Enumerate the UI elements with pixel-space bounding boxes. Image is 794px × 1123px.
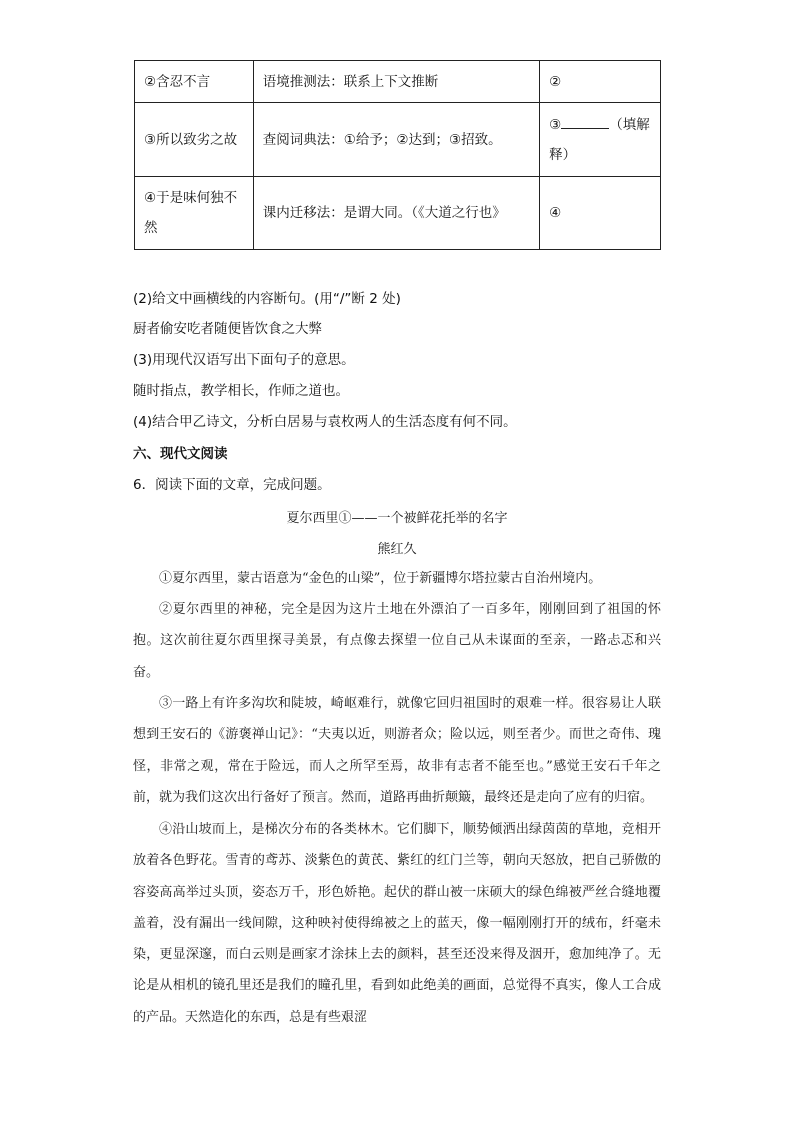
question-6: 6．阅读下面的文章，完成问题。 — [133, 477, 331, 493]
article-paragraph-2: ②夏尔西里的神秘，完全是因为这片土地在外漂泊了一百多年，刚刚回到了祖国的怀抱。这次前往夏尔西里探寻美景，有点像去探望一位自己从未谋面的至亲，一路忐忑和兴奋。 — [133, 602, 661, 680]
answer-suffix: （填解释） — [549, 116, 650, 163]
table-cell-method: 课内迁移法：是谓大同。（《大道之行也》 — [253, 177, 539, 250]
table-cell-answer: ② — [540, 61, 661, 103]
article-title: 夏尔西里①——一个被鲜花托举的名字 — [286, 511, 508, 526]
article-paragraph-1: ①夏尔西里，蒙古语意为“金色的山梁”，位于新疆博尔塔拉蒙古自治州境内。 — [159, 571, 602, 586]
table-row — [135, 103, 661, 177]
table-row — [135, 177, 661, 250]
table-cell-answer — [540, 103, 661, 177]
word-method-table — [134, 60, 661, 250]
article-author: 熊红久 — [377, 542, 417, 557]
answer-prefix: ③ — [549, 116, 562, 133]
table-cell-word: ③所以致劣之故 — [135, 103, 254, 177]
table-cell-word: ②含忍不言 — [135, 61, 254, 103]
table-row — [135, 61, 661, 103]
question-2: (2)给文中画横线的内容断句。(用“/”断 2 处) — [133, 291, 401, 307]
table-cell-answer: ④ — [540, 177, 661, 250]
article-paragraph-4: ④沿山坡而上，是梯次分布的各类林木。它们脚下，顺势倾洒出绿茵茵的草地，竞相开放着各色野花。雪青的鸢苏、淡紫色的黄芪、紫红的红门兰等，朝向天怒放，把自己骄傲的容姿高高举过头顶，姿态万千，形色娇艳。起伏的群山被一床硕大的绿色绵被严丝合缝地覆盖着，没有漏出一线间隙，这种映衬使得绵被之上的蓝天，像一幅刚刚打开的绒布，纤毫未染，更显深邃，而白云则是画家才涂抹上去的颜料，甚至还没来得及洇开，愈加纯净了。无论是从相机的镜孔里还是我们的瞳孔里，看到如此绝美的画面，总觉得不真实，像人工合成的产品。天然造化的东西，总是有些艰涩 — [133, 822, 661, 1025]
question-2-text: 厨者偷安吃者随便皆饮食之大弊 — [133, 321, 322, 337]
table-cell-method: 查阅词典法：①给予；②达到；③招致。 — [253, 103, 539, 177]
question-3-text: 随时指点，教学相长，作师之道也。 — [133, 383, 349, 399]
question-3: (3)用现代汉语写出下面句子的意思。 — [133, 352, 355, 368]
table-cell-method: 语境推测法：联系上下文推断 — [253, 61, 539, 103]
fill-blank[interactable] — [561, 114, 609, 129]
article-paragraph-3: ③一路上有许多沟坎和陡坡，崎岖难行，就像它回归祖国时的艰难一样。很容易让人联想到王安石的《游褒禅山记》：“夫夷以近，则游者众；险以远，则至者少。而世之奇伟、瑰怪，非常之观，常在于险远，而人之所罕至焉，故非有志者不能至也。”感觉王安石千年之前，就为我们这次出行备好了预言。然而，道路再曲折颠簸，最终还是走向了应有的归宿。 — [133, 696, 661, 805]
table-cell-word: ④于是味何独不然 — [135, 177, 254, 250]
question-4: (4)结合甲乙诗文，分析白居易与袁枚两人的生活态度有何不同。 — [133, 414, 517, 430]
section-heading: 六、现代文阅读 — [133, 446, 228, 462]
